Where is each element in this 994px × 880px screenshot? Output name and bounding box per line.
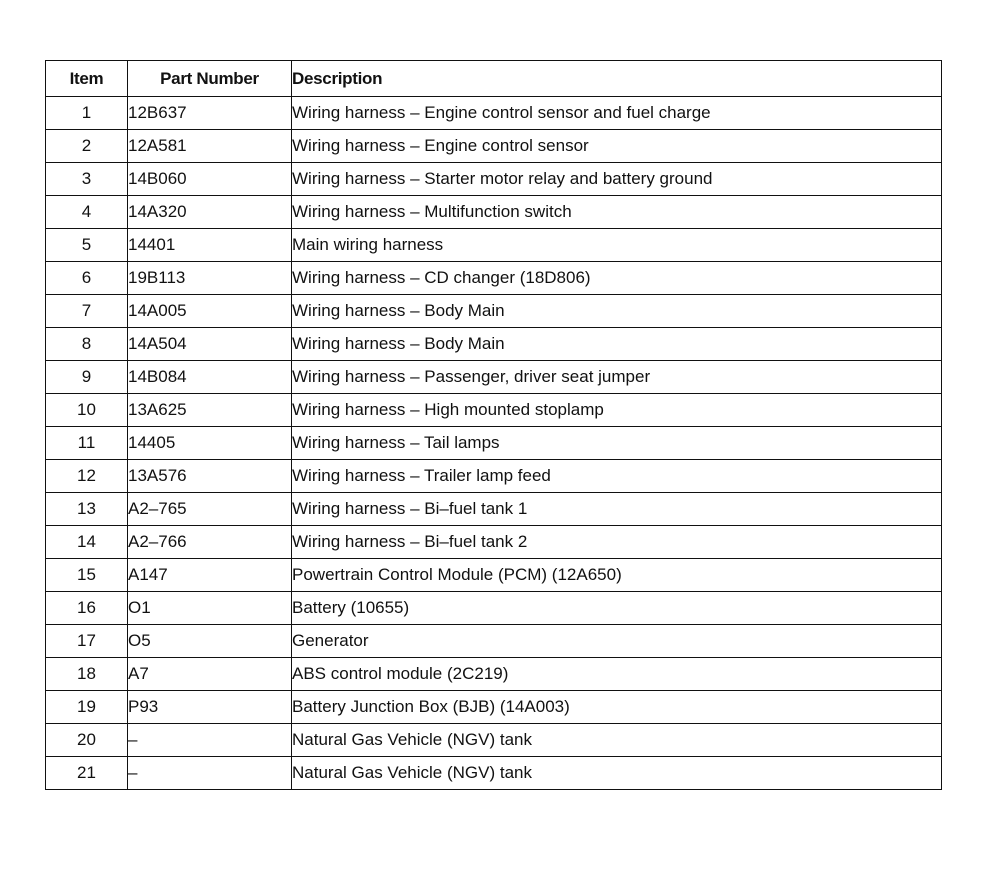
description-cell: Battery (10655)	[292, 592, 942, 625]
description-cell: Wiring harness – Bi–fuel tank 1	[292, 493, 942, 526]
table-row	[46, 658, 942, 691]
part-number-cell: 13A625	[128, 394, 292, 427]
item-number-cell: 2	[46, 130, 128, 163]
description-cell: Wiring harness – Starter motor relay and battery ground	[292, 163, 942, 196]
table-row	[46, 625, 942, 658]
description-cell: Wiring harness – Body Main	[292, 295, 942, 328]
item-number-cell: 15	[46, 559, 128, 592]
description-cell: Wiring harness – Passenger, driver seat jumper	[292, 361, 942, 394]
part-number-cell: O5	[128, 625, 292, 658]
table-row	[46, 97, 942, 130]
parts-table	[45, 60, 942, 790]
description-cell: Wiring harness – Engine control sensor and fuel charge	[292, 97, 942, 130]
description-cell: Natural Gas Vehicle (NGV) tank	[292, 724, 942, 757]
item-number-cell: 13	[46, 493, 128, 526]
part-number-cell: A2–766	[128, 526, 292, 559]
part-number-cell: 19B113	[128, 262, 292, 295]
part-number-cell: 14A320	[128, 196, 292, 229]
item-number-cell: 8	[46, 328, 128, 361]
item-number-cell: 21	[46, 757, 128, 790]
description-cell: ABS control module (2C219)	[292, 658, 942, 691]
part-number-cell: 14405	[128, 427, 292, 460]
item-column-header: Item	[46, 61, 128, 97]
description-cell: Wiring harness – Multifunction switch	[292, 196, 942, 229]
table-row	[46, 757, 942, 790]
description-cell: Wiring harness – Engine control sensor	[292, 130, 942, 163]
description-cell: Natural Gas Vehicle (NGV) tank	[292, 757, 942, 790]
description-cell: Main wiring harness	[292, 229, 942, 262]
table-row	[46, 328, 942, 361]
item-number-cell: 4	[46, 196, 128, 229]
item-number-cell: 6	[46, 262, 128, 295]
part-number-cell: A7	[128, 658, 292, 691]
part-number-cell: O1	[128, 592, 292, 625]
description-cell: Wiring harness – Body Main	[292, 328, 942, 361]
table-row	[46, 163, 942, 196]
table-row	[46, 592, 942, 625]
table-row	[46, 724, 942, 757]
part-number-cell: 14A504	[128, 328, 292, 361]
item-number-cell: 5	[46, 229, 128, 262]
item-number-cell: 7	[46, 295, 128, 328]
item-number-cell: 1	[46, 97, 128, 130]
item-number-cell: 16	[46, 592, 128, 625]
part-number-column-header: Part Number	[128, 61, 292, 97]
description-cell: Wiring harness – CD changer (18D806)	[292, 262, 942, 295]
description-cell: Battery Junction Box (BJB) (14A003)	[292, 691, 942, 724]
part-number-cell: 14401	[128, 229, 292, 262]
table-row	[46, 394, 942, 427]
description-cell: Wiring harness – Bi–fuel tank 2	[292, 526, 942, 559]
description-cell: Wiring harness – Trailer lamp feed	[292, 460, 942, 493]
table-row	[46, 361, 942, 394]
description-column-header: Description	[292, 61, 942, 97]
item-number-cell: 19	[46, 691, 128, 724]
table-row	[46, 526, 942, 559]
table-row	[46, 493, 942, 526]
description-cell: Wiring harness – Tail lamps	[292, 427, 942, 460]
item-number-cell: 3	[46, 163, 128, 196]
item-number-cell: 10	[46, 394, 128, 427]
item-number-cell: 18	[46, 658, 128, 691]
description-cell: Powertrain Control Module (PCM) (12A650)	[292, 559, 942, 592]
part-number-cell: 13A576	[128, 460, 292, 493]
header-row	[46, 61, 942, 97]
table-row	[46, 295, 942, 328]
part-number-cell: 14B084	[128, 361, 292, 394]
item-number-cell: 20	[46, 724, 128, 757]
table-row	[46, 691, 942, 724]
item-number-cell: 12	[46, 460, 128, 493]
table-row	[46, 229, 942, 262]
part-number-cell: P93	[128, 691, 292, 724]
table-row	[46, 427, 942, 460]
part-number-cell: A2–765	[128, 493, 292, 526]
item-number-cell: 14	[46, 526, 128, 559]
part-number-cell: 14B060	[128, 163, 292, 196]
part-number-cell: A147	[128, 559, 292, 592]
table-body	[46, 97, 942, 790]
description-cell: Wiring harness – High mounted stoplamp	[292, 394, 942, 427]
table-row	[46, 559, 942, 592]
table-row	[46, 130, 942, 163]
table-row	[46, 262, 942, 295]
part-number-cell: –	[128, 757, 292, 790]
part-number-cell: 12A581	[128, 130, 292, 163]
item-number-cell: 11	[46, 427, 128, 460]
part-number-cell: 14A005	[128, 295, 292, 328]
description-cell: Generator	[292, 625, 942, 658]
table-row	[46, 196, 942, 229]
item-number-cell: 17	[46, 625, 128, 658]
item-number-cell: 9	[46, 361, 128, 394]
part-number-cell: –	[128, 724, 292, 757]
table-row	[46, 460, 942, 493]
part-number-cell: 12B637	[128, 97, 292, 130]
